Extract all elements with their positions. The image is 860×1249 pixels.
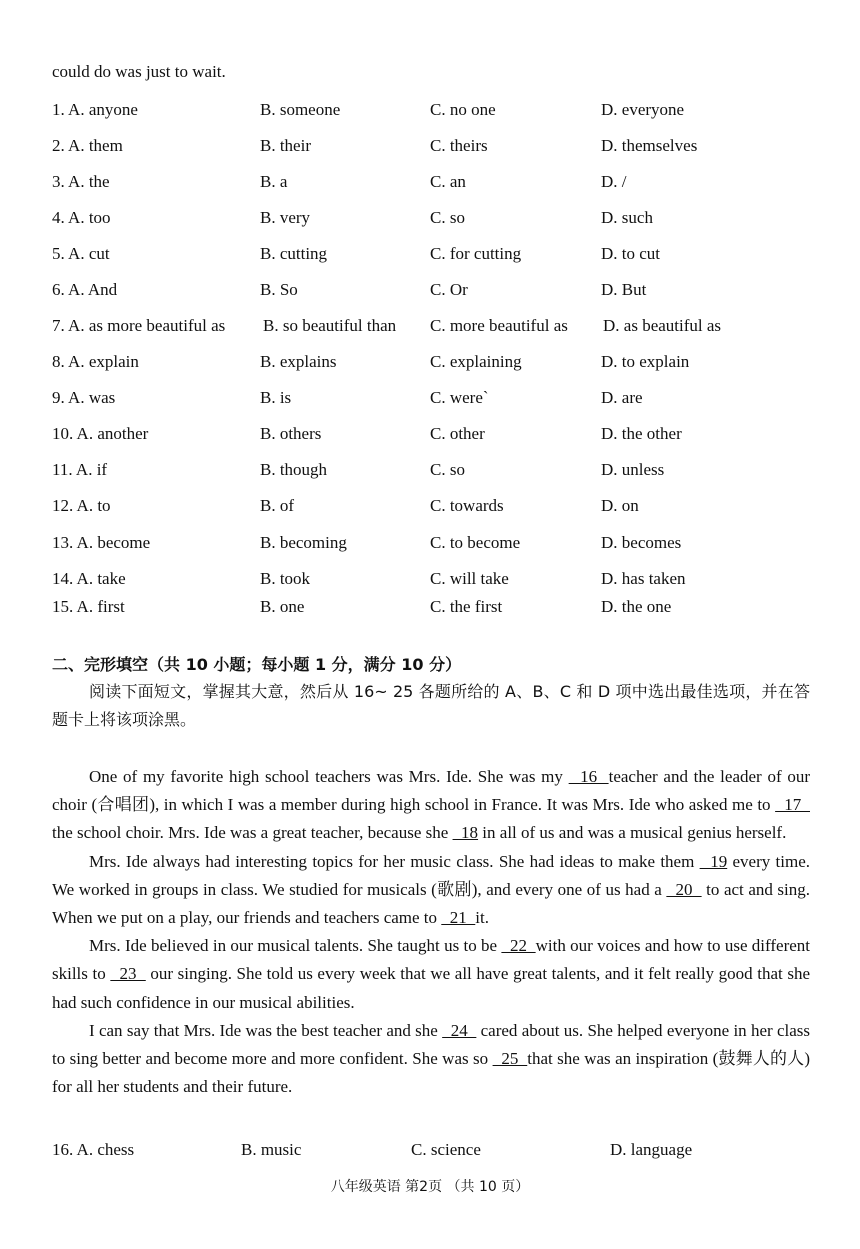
option-c: C. were`: [430, 388, 489, 407]
option-c: C. more beautiful as: [430, 316, 568, 335]
option-c: C. so: [430, 208, 465, 227]
passage-text: the school choir. Mrs. Ide was a great teacher, because she: [52, 823, 453, 843]
option-d: D. to explain: [601, 352, 690, 371]
option-b: B. someone: [260, 100, 341, 119]
blank-16: 16: [568, 767, 609, 786]
question-row: [52, 172, 812, 194]
question-row: [52, 100, 812, 122]
option-b: B. music: [241, 1140, 302, 1159]
option-c: C. Or: [430, 280, 468, 299]
option-a: 2. A. them: [52, 136, 123, 155]
option-a: 6. A. And: [52, 280, 118, 299]
option-a: 14. A. take: [52, 569, 126, 588]
option-c: C. the first: [430, 597, 503, 616]
paragraph-2: [52, 848, 810, 933]
passage-text: our singing. She told us every week that we all have great talents, and it felt really good that she had such confidence in our musical abilities.: [52, 964, 811, 1012]
blank-23: 23: [110, 964, 146, 984]
option-a: 12. A. to: [52, 496, 111, 515]
option-b: B. So: [260, 280, 298, 299]
option-c: C. an: [430, 172, 466, 191]
question-row: [52, 569, 812, 591]
blank-20: 20: [666, 879, 702, 899]
option-b: B. so beautiful than: [263, 316, 397, 335]
option-c: C. towards: [430, 496, 504, 515]
option-b: B. their: [260, 136, 311, 155]
question-row: [52, 316, 812, 338]
passage-text: it.: [475, 908, 489, 928]
question-row: [52, 388, 812, 410]
option-c: C. for cutting: [430, 244, 522, 263]
paragraph-1: [52, 763, 810, 848]
option-b: B. one: [260, 597, 305, 616]
option-a: 15. A. first: [52, 597, 125, 616]
blank-21: 21: [441, 908, 476, 928]
option-b: B. very: [260, 208, 311, 227]
option-d: D. are: [601, 388, 643, 407]
passage-text: that she was an inspiration (鼓舞人的人) for all her students and their future.: [52, 1049, 811, 1097]
option-d: D. themselves: [601, 136, 698, 155]
passage-text: in all of us and was a musical genius herself.: [478, 823, 787, 843]
blank-17: 17: [775, 795, 810, 815]
option-d: D. /: [601, 172, 627, 191]
blank-25: 25: [492, 1049, 528, 1069]
option-b: B. others: [260, 424, 322, 443]
option-d: D. But: [601, 280, 647, 299]
option-a: 5. A. cut: [52, 244, 110, 263]
passage-text: to act and sing. When we put on a play, our friends and teachers came to: [52, 879, 811, 928]
option-a: 11. A. if: [52, 460, 108, 479]
option-d: D. has taken: [601, 569, 686, 588]
question-16-options: [52, 1140, 812, 1162]
option-d: D. the one: [601, 597, 672, 616]
option-c: C. to become: [430, 533, 521, 552]
option-c: C. will take: [430, 569, 509, 588]
option-a: 9. A. was: [52, 388, 116, 407]
option-a: 8. A. explain: [52, 352, 139, 371]
passage-text: every time. We worked in groups in class. We studied for musicals (歌剧), and every one of us had a: [52, 851, 811, 899]
option-b: B. of: [260, 496, 294, 515]
question-row: [52, 244, 812, 266]
option-b: B. took: [260, 569, 311, 588]
passage-text: cared about us. She helped everyone in her class to sing better and become more and more confident. She was so: [52, 1020, 811, 1069]
question-row: [52, 280, 812, 302]
passage-text: Mrs. Ide believed in our musical talents. She taught us to be: [89, 936, 502, 956]
passage-text: I can say that Mrs. Ide was the best teacher and she: [89, 1020, 443, 1040]
page-footer: 八年级英语 第2页 （共 10 页）: [330, 1179, 530, 1195]
passage-text: Mrs. Ide always had interesting topics for her music class. She had ideas to make them: [89, 851, 700, 871]
option-d: D. the other: [601, 424, 682, 443]
question-row: [52, 352, 812, 374]
blank-19: 19: [699, 851, 728, 871]
option-c: C. so: [430, 460, 465, 479]
option-b: B. becoming: [260, 533, 347, 552]
option-a: 7. A. as more beautiful as: [52, 316, 226, 335]
question-row: [52, 533, 812, 555]
question-row: [52, 424, 812, 446]
option-c: C. science: [411, 1140, 481, 1159]
blank-22: 22: [501, 936, 536, 956]
cloze-passage: [52, 763, 810, 1101]
option-b: B. though: [260, 460, 328, 479]
question-row: [52, 136, 812, 158]
option-b: B. is: [260, 388, 292, 407]
passage-text: One of my favorite high school teachers was Mrs. Ide. She was my: [89, 767, 569, 786]
option-c: C. other: [430, 424, 485, 443]
option-d: D. on: [601, 496, 639, 515]
question-row: [52, 208, 812, 230]
blank-24: 24: [442, 1020, 477, 1040]
option-a: 1. A. anyone: [52, 100, 138, 119]
paragraph-3: [52, 932, 810, 1017]
question-row: [52, 496, 812, 518]
passage-text: teacher and the leader of our choir (合唱团), in which I was a member during high school in France. It was Mrs. Ide who asked me to: [52, 767, 810, 815]
question-row: [52, 597, 812, 619]
passage-end-line: could do was just to wait.: [52, 62, 226, 81]
option-d: D. to cut: [601, 244, 661, 263]
option-d: D. language: [610, 1140, 693, 1159]
section-instruction: 阅读下面短文，掌握其大意，然后从 16~ 25 各题所给的 A、B、C 和 D 项中选出最佳选项，并在答题卡上将该项涂黑。: [52, 682, 810, 729]
option-a: 16. A. chess: [52, 1140, 135, 1159]
blank-18: 18: [452, 823, 479, 843]
option-a: 4. A. too: [52, 208, 111, 227]
option-b: B. cutting: [260, 244, 328, 263]
passage-text: with our voices and how to use different skills to: [52, 936, 811, 984]
option-a: 3. A. the: [52, 172, 110, 191]
option-d: D. becomes: [601, 533, 682, 552]
option-d: D. such: [601, 208, 653, 227]
option-d: D. everyone: [601, 100, 685, 119]
option-a: 13. A. become: [52, 533, 151, 552]
option-c: C. explaining: [430, 352, 522, 371]
option-a: 10. A. another: [52, 424, 149, 443]
option-c: C. no one: [430, 100, 496, 119]
option-c: C. theirs: [430, 136, 488, 155]
paragraph-4: [52, 1017, 810, 1102]
option-d: D. as beautiful as: [603, 316, 722, 335]
section-title: 二、完形填空（共 10 小题；每小题 1 分，满分 10 分）: [52, 655, 462, 674]
option-b: B. a: [260, 172, 288, 191]
option-b: B. explains: [260, 352, 337, 371]
question-row: [52, 460, 812, 482]
option-d: D. unless: [601, 460, 665, 479]
